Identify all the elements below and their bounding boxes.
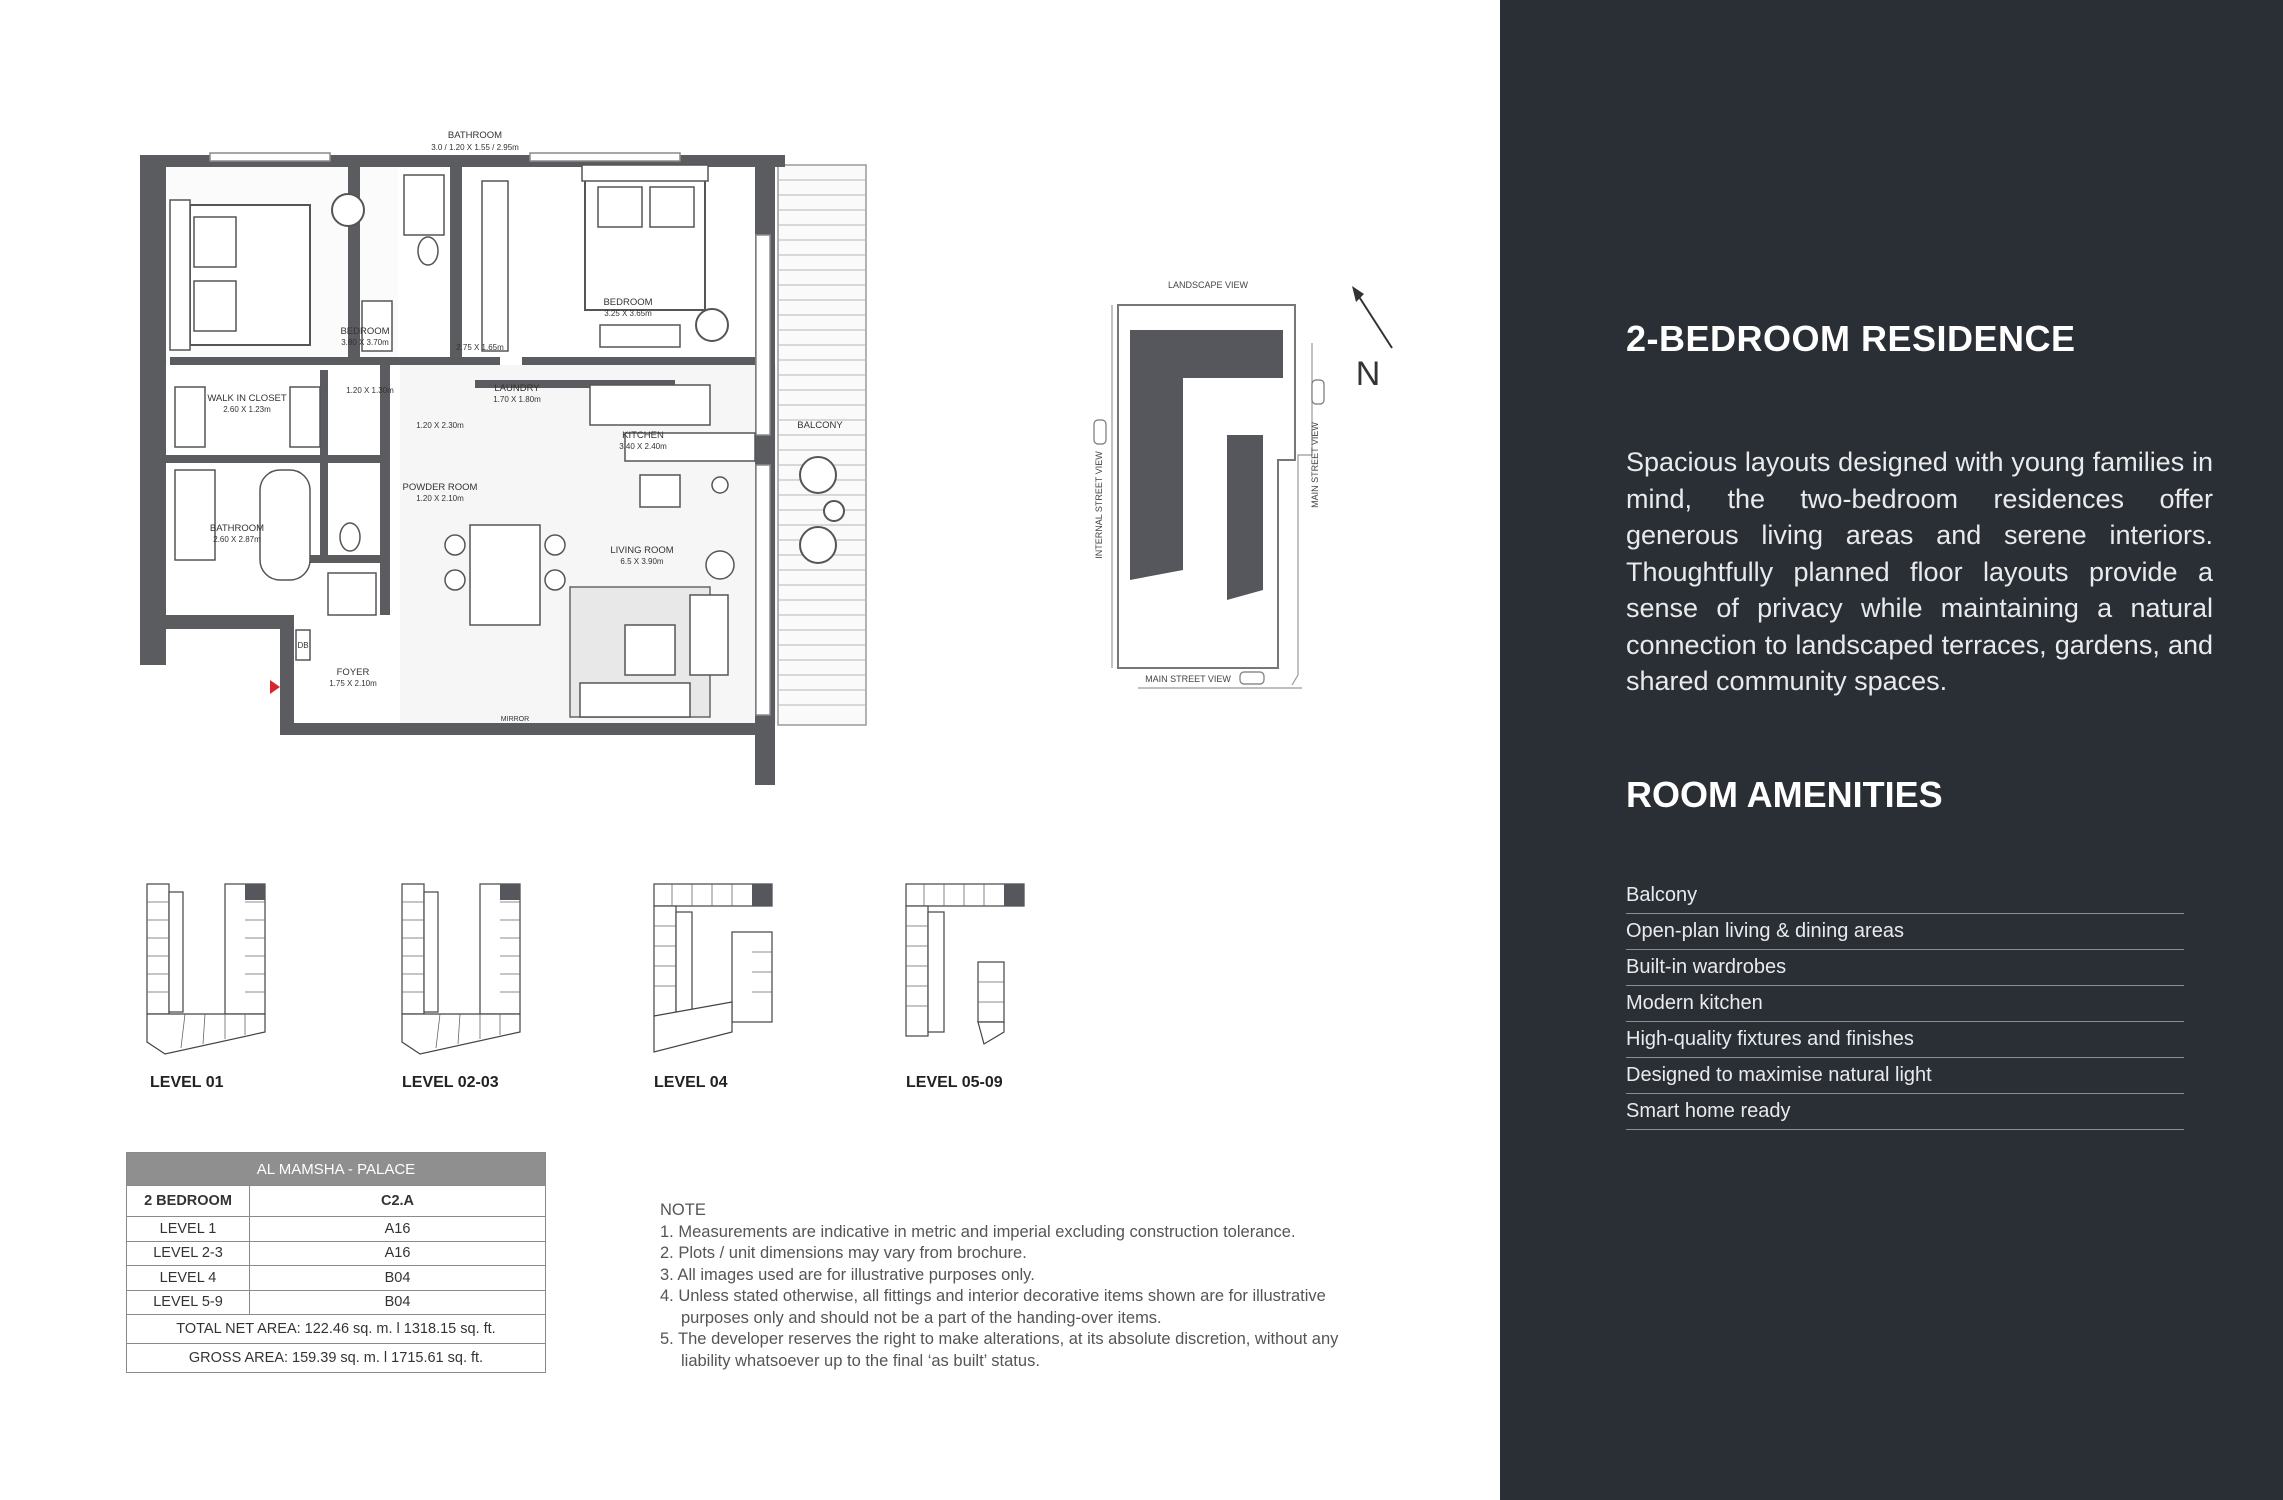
description: Spacious layouts designed with young families in mind, the two-bedroom residences offer generous living areas and serene interiors. Thoughtfully planned floor layouts provide a sense of privacy while maintaining a natural connection to landscaped terraces, gardens, and shared community spaces. [1626,447,2213,696]
site-plan [1080,270,1410,700]
label-hall-dim: 1.20 X 1.30m [346,386,394,395]
label-balcony: BALCONY [797,420,843,431]
label-foyer-dim: 1.75 X 2.10m [329,679,377,688]
note-item: 2. Plots / unit dimensions may vary from brochure. [660,1244,1027,1262]
list-item: High-quality fixtures and finishes [1626,1022,2184,1058]
car-icon [1094,420,1106,444]
unit-cell: B04 [250,1266,546,1291]
unit-cell: A16 [250,1217,546,1242]
bed-2 [482,165,728,351]
list-item: Open-plan living & dining areas [1626,914,2184,950]
label-laundry: LAUNDRY [494,383,540,394]
unit-highlight [500,884,520,900]
notes [660,1200,1380,1372]
list-item: Modern kitchen [1626,986,2184,1022]
label-mirror: MIRROR [500,716,530,723]
type-value: C2.A [250,1186,546,1217]
label-bedroom-2: BEDROOM [603,297,653,308]
label-bathroom-top-dim: 3.0 / 1.20 X 1.55 / 2.95m [431,143,519,152]
note-item: 3. All images used are for illustrative purposes only. [660,1265,1035,1284]
unit-highlight [245,884,265,900]
label-kitchen: KITCHEN [622,430,664,441]
level-01-label: LEVEL 01 [150,1074,224,1091]
label-main-street-view-bottom: MAIN STREET VIEW [1145,674,1231,684]
keyplan-level-05-09 [904,882,1034,1062]
label-landscape-view: LANDSCAPE VIEW [1167,280,1249,290]
level-cell: LEVEL 1 [127,1217,250,1242]
amenities-title: ROOM AMENITIES [1626,774,1943,815]
list-item: Designed to maximise natural light [1626,1058,2184,1094]
table-row [127,1290,546,1315]
label-powder: POWDER ROOM [402,482,478,493]
note-item: 1. Measurements are indicative in metric and imperial excluding construction tolerance. [660,1222,1296,1241]
list-item: Built-in wardrobes [1626,950,2184,986]
label-bathroom-top: BATHROOM [447,130,503,141]
label-bedroom-2-dim: 3.25 X 3.65m [604,309,652,318]
unit-highlight [752,884,772,906]
car-icon [1240,672,1264,684]
type-label: 2 BEDROOM [127,1186,250,1217]
building-secondary [1227,435,1263,600]
label-powder-dim: 1.20 X 2.10m [416,494,464,503]
label-db: DB [297,641,309,650]
label-bedroom-1: BEDROOM [340,326,390,337]
list-item: Balcony [1626,878,2184,914]
unit-highlight [1004,884,1024,906]
north-label: N [1355,355,1381,393]
table-row [127,1217,546,1242]
table-header: AL MAMSHA - PALACE [127,1153,546,1186]
list-item: Smart home ready [1626,1094,2184,1130]
level-cell: LEVEL 2-3 [127,1241,250,1266]
label-foyer: FOYER [336,667,370,678]
label-living: LIVING ROOM [610,545,674,556]
level-04-label: LEVEL 04 [654,1074,728,1091]
entry-marker [270,680,280,694]
label-internal-street-view: INTERNAL STREET VIEW [1094,451,1104,559]
north-arrow-icon [1356,292,1392,348]
info-panel [1500,0,2283,1500]
level-cell: LEVEL 5-9 [127,1290,250,1315]
note-item: 4. Unless stated otherwise, all fittings and interior decorative items shown are for illustrative purposes only and should not be a part of the handing-over items. [660,1287,1326,1327]
table-row [127,1241,546,1266]
amenities-list [1626,878,2184,1130]
label-corridor-dim: 2.75 X 1.65m [456,343,504,352]
unit-table [126,1152,546,1373]
balcony-area [778,165,866,725]
label-laundry-dim: 1.70 X 1.80m [493,395,541,404]
level-02-03-label: LEVEL 02-03 [402,1074,499,1091]
keyplan-level-02-03 [400,882,530,1062]
label-hall2-dim: 1.20 X 2.30m [416,421,464,430]
label-bathroom-2: BATHROOM [209,523,265,534]
label-main-street-view-right: MAIN STREET VIEW [1310,422,1320,508]
label-bedroom-1-dim: 3.80 X 3.70m [341,338,389,347]
label-living-dim: 6.5 X 3.90m [620,557,664,566]
label-kitchen-dim: 3.40 X 2.40m [619,442,667,451]
level-05-09-label: LEVEL 05-09 [906,1074,1003,1091]
net-area: TOTAL NET AREA: 122.46 sq. m. l 1318.15 sq. ft. [127,1315,546,1344]
notes-title: NOTE [660,1201,706,1219]
page-title: 2-BEDROOM RESIDENCE [1626,318,2076,359]
floor-plan [130,125,870,785]
label-walkin-dim: 2.60 X 1.23m [223,405,271,414]
label-walkin: WALK IN CLOSET [207,393,287,404]
car-icon [1312,380,1324,404]
gross-area: GROSS AREA: 159.39 sq. m. l 1715.61 sq. ft. [127,1344,546,1373]
keyplan-level-01 [145,882,275,1062]
level-cell: LEVEL 4 [127,1266,250,1291]
unit-cell: A16 [250,1241,546,1266]
note-item: 5. The developer reserves the right to make alterations, at its absolute discretion, without any liability whatsoever up to the final ‘as built’ status. [660,1330,1339,1370]
label-bathroom-2-dim: 2.60 X 2.87m [213,535,261,544]
keyplan-level-04 [652,882,782,1062]
unit-cell: B04 [250,1290,546,1315]
table-row [127,1266,546,1291]
